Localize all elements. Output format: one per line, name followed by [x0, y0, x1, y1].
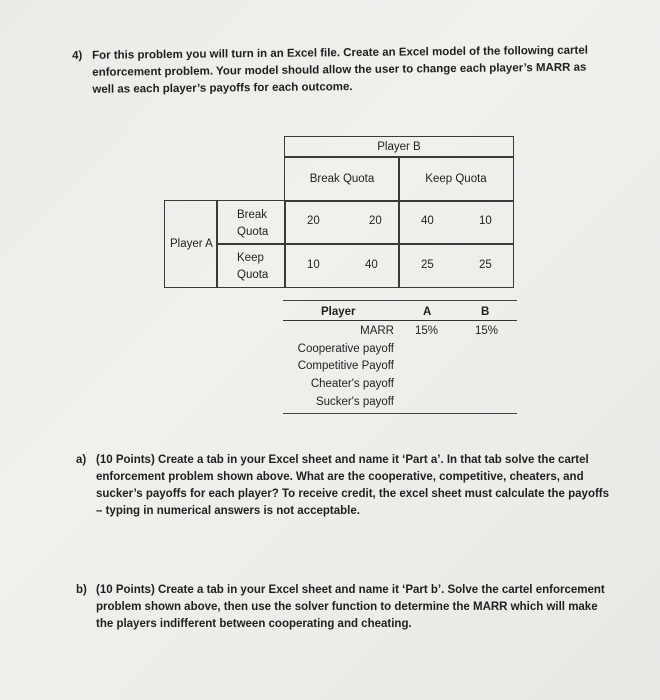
payoff-b: 10 — [479, 215, 492, 227]
cell-keep-keep — [398, 243, 514, 288]
col-header-break-quota: Break Quota — [284, 156, 400, 202]
row-header-keep-quota: Keep Quota — [216, 243, 286, 288]
marr-label: MARR — [360, 325, 394, 337]
cell-break-keep — [398, 200, 514, 245]
payoff-b: 20 — [369, 215, 382, 227]
row-label-competitive: Competitive Payoff — [297, 360, 394, 372]
payoff-a: 20 — [307, 215, 320, 227]
payoff-a: 10 — [307, 259, 320, 271]
payoff-b: 25 — [479, 259, 492, 271]
player-a-header: Player A — [164, 200, 218, 288]
summary-bottom-rule — [283, 413, 517, 414]
summary-header-b: B — [481, 306, 490, 318]
question-intro-text: For this problem you will turn in an Excel file. Create an Excel model of the following cartel enforcement problem. Your model should allow the user to change each player’s MARR as well as each player’s payoffs for each outcome. — [92, 44, 588, 96]
col-header-keep-quota: Keep Quota — [398, 156, 514, 202]
question-intro — [72, 43, 593, 99]
payoff-a: 40 — [421, 215, 434, 227]
cell-keep-break — [284, 243, 400, 288]
summary-top-rule — [283, 300, 517, 301]
part-b-label: b) — [76, 584, 87, 596]
row-label-sucker: Sucker's payoff — [315, 396, 394, 408]
row-header-break-quota: Break Quota — [216, 200, 286, 245]
question-number: 4) — [72, 49, 83, 62]
part-a — [76, 452, 616, 520]
payoff-b: 40 — [365, 259, 378, 271]
row-label-cooperative: Cooperative payoff — [297, 343, 394, 355]
summary-header-a: A — [423, 306, 432, 318]
player-b-header: Player B — [284, 136, 514, 158]
part-a-text: (10 Points) Create a tab in your Excel sheet and name it ‘Part a’. In that tab solve the cartel enforcement problem shown above. What are the cooperative, competitive, cheaters, and sucker’s payoffs for each player? To receive credit, the excel sheet must calculate the payoffs – typing in numerical answers is not acceptable. — [96, 454, 610, 517]
part-b — [76, 582, 616, 633]
payoff-a: 25 — [421, 259, 434, 271]
row-label-cheater: Cheater's payoff — [310, 378, 394, 390]
cell-break-break — [284, 200, 400, 245]
part-b-text: (10 Points) Create a tab in your Excel sheet and name it ‘Part b’. Solve the cartel enforcement problem shown above, then use the solver function to determine the MARR which will make the players indifferent between cooperating and cheating. — [96, 584, 605, 630]
marr-a-value: 15% — [415, 325, 439, 337]
marr-b-value: 15% — [475, 325, 499, 337]
summary-table — [283, 300, 519, 416]
summary-header-player: Player — [321, 306, 356, 318]
part-a-label: a) — [76, 454, 87, 466]
summary-header-rule — [283, 320, 517, 321]
